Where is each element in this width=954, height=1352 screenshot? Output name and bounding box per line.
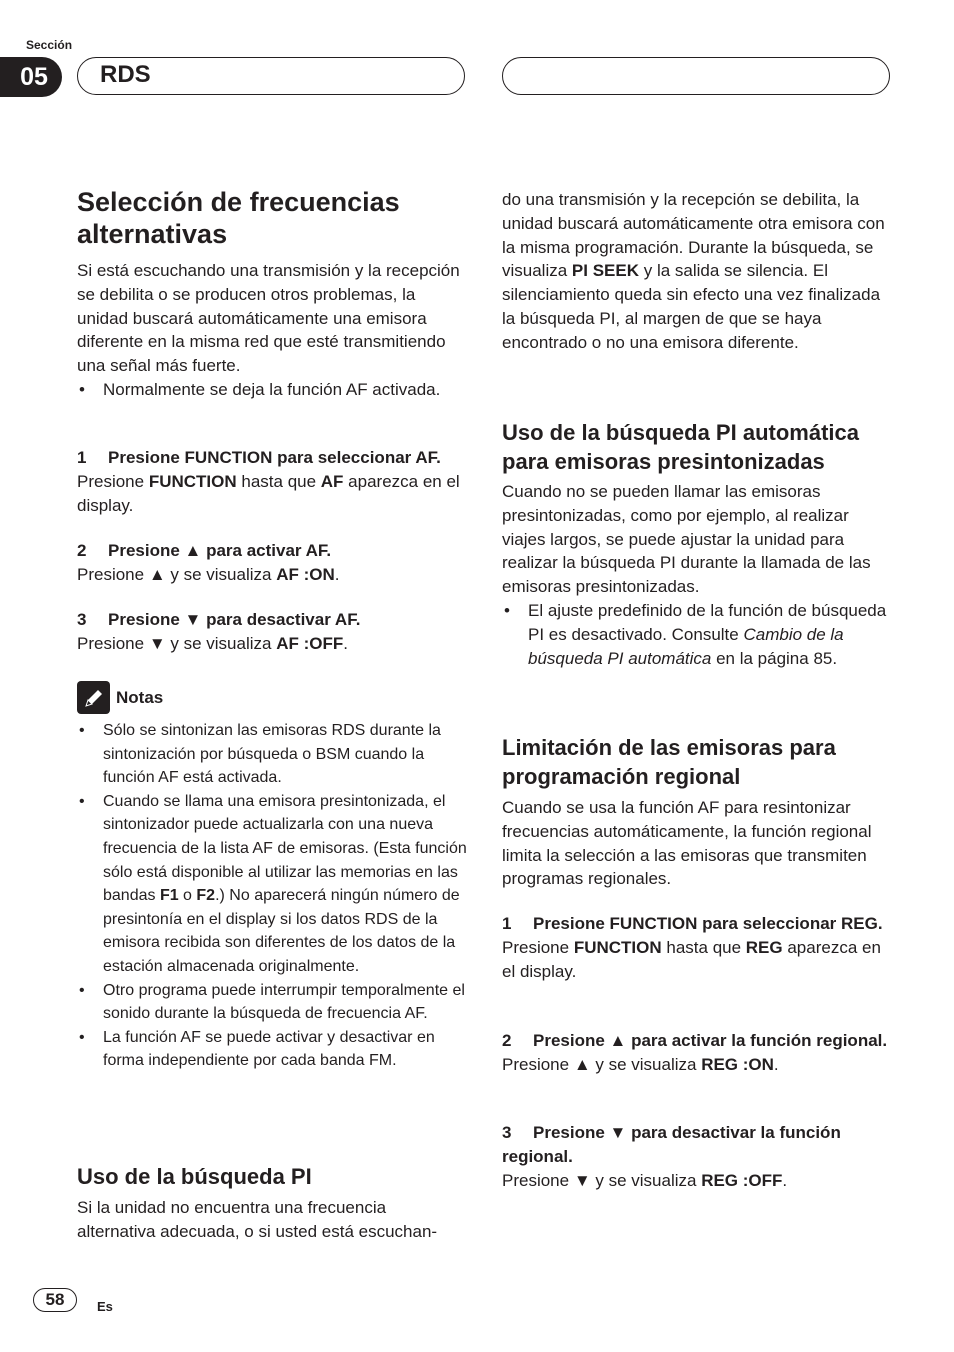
- step-desc: Presione ▼ y se visualiza REG :OFF.: [502, 1170, 788, 1190]
- section-label: Sección: [26, 38, 73, 52]
- af-bullet: • Normalmente se deja la función AF activada.: [77, 378, 469, 402]
- regional-block: [502, 796, 894, 891]
- regional-text: Cuando se usa la función AF para resintonizar frecuencias automáticamente, la función regional limita la selección a las emisoras que transmiten programas regionales.: [502, 798, 872, 889]
- notes-list: [77, 719, 469, 1073]
- note-item: • Sólo se sintonizan las emisoras RDS durante la sintonización por búsqueda o BSM cuando la función AF está activada.: [77, 719, 469, 790]
- notes-header: [77, 681, 163, 714]
- step-desc: Presione ▲ y se visualiza AF :ON.: [77, 564, 340, 584]
- note-item: • Otro programa puede interrumpir temporalmente el sonido durante la búsqueda de frecuencia AF.: [77, 979, 469, 1026]
- step-title: 2 Presione ▲ para activar la función regional.: [502, 1031, 888, 1050]
- auto-pi-block: [502, 480, 894, 670]
- step-title: 3 Presione ▼ para desactivar AF.: [77, 610, 361, 629]
- pi-search-text: Si la unidad no encuentra una frecuencia alternativa adecuada, o si usted está escuchan-: [77, 1198, 438, 1241]
- af-intro-block: [77, 259, 469, 402]
- step-title: 2 Presione ▲ para activar AF.: [77, 541, 332, 560]
- pi-continuation-block: [502, 188, 894, 355]
- auto-pi-text: Cuando no se pueden llamar las emisoras presintonizadas, como por ejemplo, al realizar viajes largos, se puede ajustar la unidad para realizar la búsqueda PI durante la llamada de las emisoras presintonizadas.: [502, 482, 871, 597]
- pi-continuation-text: do una transmisión y la recepción se debilita, la unidad buscará automáticamente otra emisora con la misma programación. Durante la búsqueda, se visualiza PI SEEK y la salida se silencia. El silenciamiento queda sin efecto una vez finalizada la búsqueda PI, al margen de que se haya encontrado o no una emisora diferente.: [502, 190, 885, 352]
- pencil-note-icon: [77, 681, 110, 714]
- step-desc: Presione FUNCTION hasta que REG aparezca en el display.: [502, 937, 881, 981]
- step-title: 1 Presione FUNCTION para seleccionar AF.: [77, 448, 441, 467]
- reg-step-3: [502, 1121, 894, 1192]
- heading-auto-pi: Uso de la búsqueda PI automática para emisoras presintonizadas: [502, 420, 859, 474]
- heading-alternative-frequencies: Selección de frecuencias alternativas: [77, 187, 400, 249]
- notes-label: Notas: [116, 687, 164, 707]
- step-desc: Presione FUNCTION hasta que AF aparezca en el display.: [77, 471, 460, 515]
- af-step-2: [77, 539, 469, 587]
- language-code: Es: [97, 1299, 113, 1314]
- section-title: RDS: [100, 61, 151, 88]
- section-title-box: [77, 57, 465, 95]
- reg-step-2: [502, 1029, 894, 1077]
- right-header-box: [502, 57, 890, 95]
- af-intro-text: Si está escuchando una transmisión y la recepción se debilita o se producen otros problemas, la unidad buscará automáticamente una emisora diferente en la misma red que esté transmitiendo una señal más fuerte.: [77, 261, 460, 376]
- step-desc: Presione ▲ y se visualiza REG :ON.: [502, 1054, 779, 1074]
- pi-search-block: [77, 1196, 469, 1244]
- af-step-3: [77, 608, 469, 656]
- step-title: 3 Presione ▼ para desactivar la función regional.: [502, 1123, 841, 1166]
- af-step-1: [77, 446, 469, 517]
- page-number: 58: [33, 1288, 77, 1312]
- heading-pi-search: Uso de la búsqueda PI: [77, 1164, 312, 1189]
- reg-step-1: [502, 912, 894, 983]
- note-item: • La función AF se puede activar y desactivar en forma independiente por cada banda FM.: [77, 1026, 469, 1073]
- step-desc: Presione ▼ y se visualiza AF :OFF.: [77, 633, 348, 653]
- heading-regional: Limitación de las emisoras para programación regional: [502, 735, 836, 789]
- step-title: 1 Presione FUNCTION para seleccionar REG.: [502, 914, 883, 933]
- section-number-tab: 05: [0, 57, 62, 97]
- note-item: • Cuando se llama una emisora presintonizada, el sintonizador puede actualizarla con una nueva frecuencia de la lista AF de emisoras. (Esta función sólo está disponible al utilizar las memorias en las bandas F1 o F2.) No aparecerá ningún número de presintonía en el display si los datos RDS de la emisora recibida son diferentes de los datos de la estación almacenada originalmente.: [77, 790, 469, 979]
- auto-pi-bullet: • El ajuste predefinido de la función de búsqueda PI es desactivado. Consulte Cambio de la búsqueda PI automática en la página 85.: [502, 599, 894, 670]
